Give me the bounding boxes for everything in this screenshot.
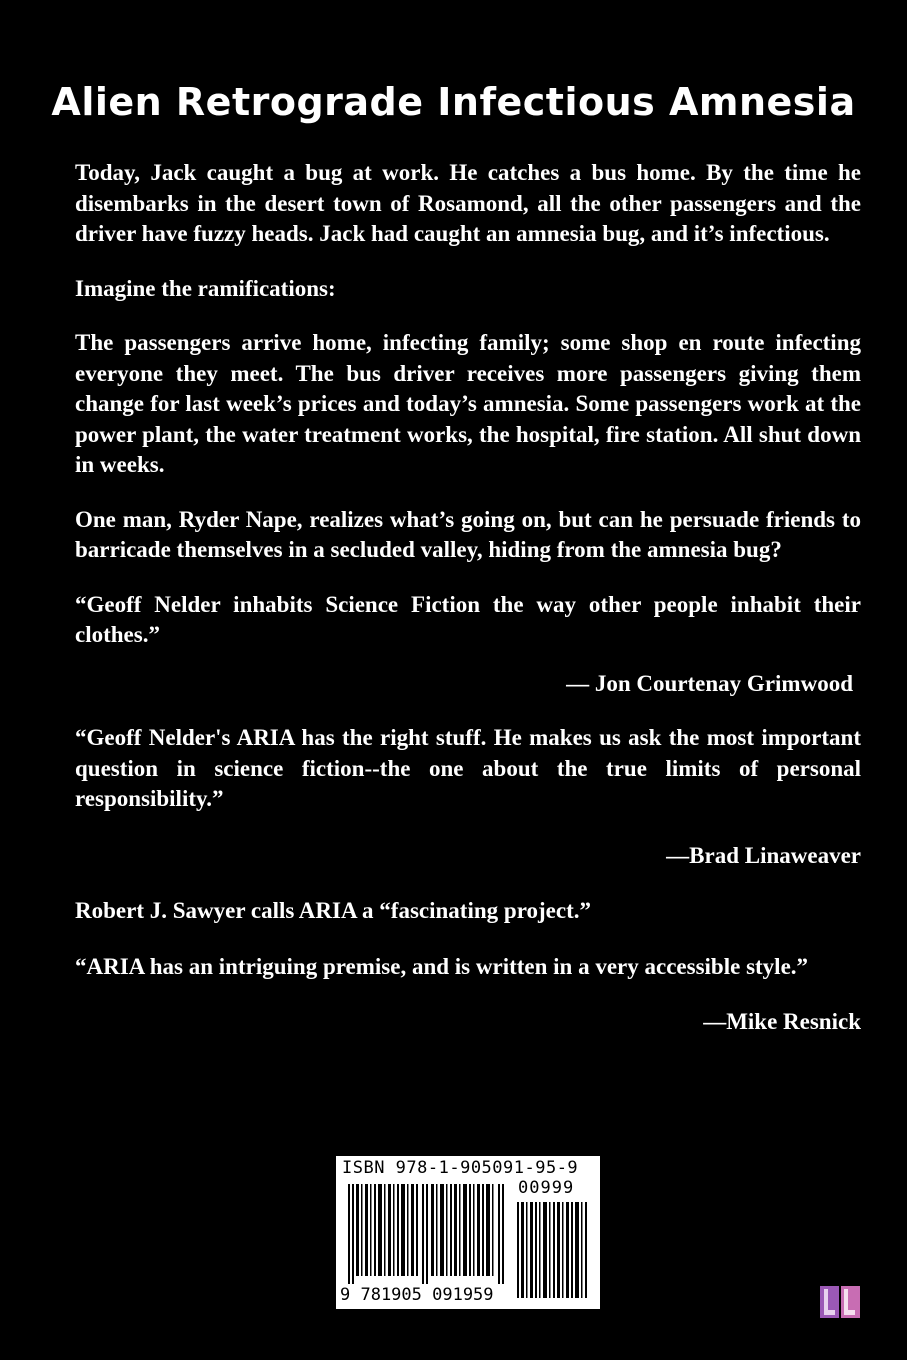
publisher-logo-icon bbox=[820, 1286, 860, 1318]
review-author: — Jon Courtenay Grimwood bbox=[566, 670, 853, 696]
review-quote: “Geoff Nelder inhabits Science Fiction the way other people inhabit their clothes.” bbox=[75, 591, 861, 647]
price-code: 00999 bbox=[518, 1178, 575, 1198]
isbn-label: ISBN 978-1-905091-95-9 bbox=[342, 1158, 579, 1178]
back-cover-text bbox=[75, 158, 861, 1062]
review-quote: “Geoff Nelder's ARIA has the right stuff. He makes us ask the most important question in science fiction--the one about the true limits of personal responsibility.” bbox=[75, 725, 861, 811]
synopsis-paragraph: Imagine the ramifications: bbox=[75, 275, 336, 301]
review-author: —Mike Resnick bbox=[703, 1009, 861, 1034]
book-title: Alien Retrograde Infectious Amnesia bbox=[51, 80, 856, 124]
synopsis-paragraph: One man, Ryder Nape, realizes what’s going on, but can he persuade friends to barricade themselves in a secluded valley, hiding from the amnesia bug? bbox=[75, 506, 861, 562]
price-barcode-icon bbox=[516, 1202, 588, 1298]
barcode-bars-icon bbox=[346, 1184, 506, 1284]
isbn-digits: 9 781905 091959 bbox=[340, 1285, 494, 1305]
isbn-barcode bbox=[336, 1156, 600, 1309]
synopsis-paragraph: The passengers arrive home, infecting family; some shop en route infecting everyone they meet. The bus driver receives more passengers giving them change for last week’s prices and today’s amnesia. Some passengers work at the power plant, the water treatment works, the hospital, fire station. All shut down in weeks. bbox=[75, 330, 861, 477]
review-quote: “ARIA has an intriguing premise, and is written in a very accessible style.” bbox=[75, 953, 809, 979]
review-quote: Robert J. Sawyer calls ARIA a “fascinating project.” bbox=[75, 898, 591, 923]
synopsis-paragraph: Today, Jack caught a bug at work. He catches a bus home. By the time he disembarks in the desert town of Rosamond, all the other passengers and the driver have fuzzy heads. Jack had caught an amnesia bug, and it’s infectious. bbox=[75, 160, 861, 246]
review-author: —Brad Linaweaver bbox=[666, 842, 861, 868]
